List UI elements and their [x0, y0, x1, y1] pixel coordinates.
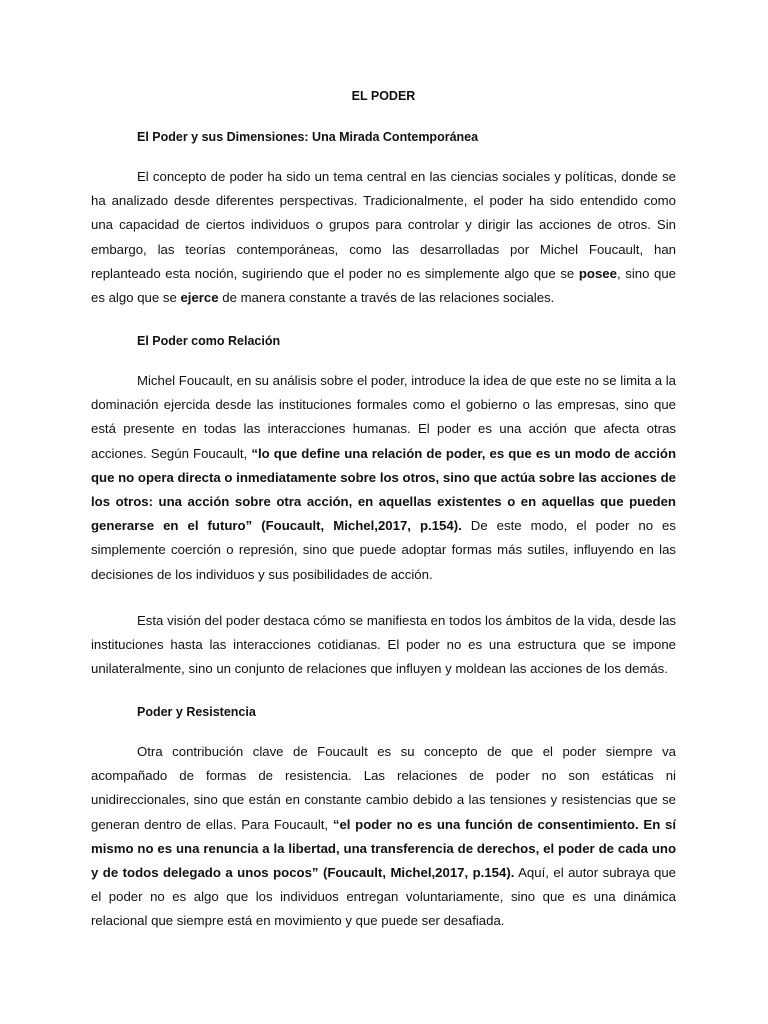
- text-run: de manera constante a través de las relaciones sociales.: [218, 290, 555, 306]
- document-title: EL PODER: [351, 89, 416, 103]
- bold-text-run: ejerce: [180, 290, 219, 306]
- text-run: El concepto de poder ha sido un tema central en las ciencias sociales y políticas, donde se ha analizado desde diferentes perspectivas. Tradicionalmente, el poder ha sido entendido como una capacidad de ciertos individuos o grupos para controlar y dirigir las acciones de otros. Sin embargo, las teorías contemporáneas, como las desarrolladas por Michel Foucault, han replanteado esta noción, sugiriendo que el poder no es simplemente algo que se: [91, 169, 676, 281]
- paragraph-vision-poder: [91, 609, 676, 682]
- text-run: De este modo, el poder no es simplemente coerción o represión, sino que puede adoptar formas más sutiles, influyendo en las decisiones de los individuos y sus posibilidades de acción.: [91, 518, 676, 582]
- section-heading-resistencia: Poder y Resistencia: [137, 705, 256, 719]
- section-heading-dimensiones: El Poder y sus Dimensiones: Una Mirada Contemporánea: [137, 130, 479, 144]
- paragraph-resistencia: [91, 740, 676, 934]
- bold-text-run: posee: [578, 265, 617, 281]
- bold-text-run: “el poder no es una función de consentimiento. En sí mismo no es una renuncia a la libertad, una transferencia de derechos, el poder de cada uno y de todos delegado a unos pocos” (Foucault, Michel,2017, p.154).: [91, 816, 677, 881]
- section-heading-relacion: El Poder como Relación: [137, 334, 281, 348]
- text-run: Otra contribución clave de Foucault es su concepto de que el poder siempre va acompañado de formas de resistencia. Las relaciones de poder no son estáticas ni unidireccionales, sino que están en constante cambio debido a las tensiones y resistencias que se generan dentro de ellas. Para Foucault,: [91, 744, 676, 832]
- text-run: Michel Foucault, en su análisis sobre el poder, introduce la idea de que este no se limita a la dominación ejercida desde las instituciones formales como el gobierno o las empresas, sino que está presente en todas las interacciones humanas. El poder es una acción que afecta otras acciones. Según Foucault,: [91, 373, 676, 461]
- paragraph-concepto-poder: [91, 165, 676, 310]
- bold-text-run: “lo que define una relación de poder, es que es un modo de acción que no opera directa o inmediatamente sobre los otros, sino que actúa sobre las acciones de los otros: una acción sobre otra acción, en aquellas existentes o en aquellas que pueden generarse en el futuro” (Foucault, Michel,2017, p.154).: [91, 445, 676, 534]
- text-run: Esta visión del poder destaca cómo se manifiesta en todos los ámbitos de la vida, desde las instituciones hasta las interacciones cotidianas. El poder no es una estructura que se impone unilateralmente, sino un conjunto de relaciones que influyen y moldean las acciones de los demás.: [91, 613, 676, 677]
- text-run: , sino que es algo que se: [91, 265, 677, 306]
- text-run: Aquí, el autor subraya que el poder no es algo que los individuos entregan voluntariamente, sino que es una dinámica relacional que siempre está en movimiento y que puede ser desafiada.: [91, 865, 676, 929]
- paragraph-foucault-analisis: [91, 369, 676, 587]
